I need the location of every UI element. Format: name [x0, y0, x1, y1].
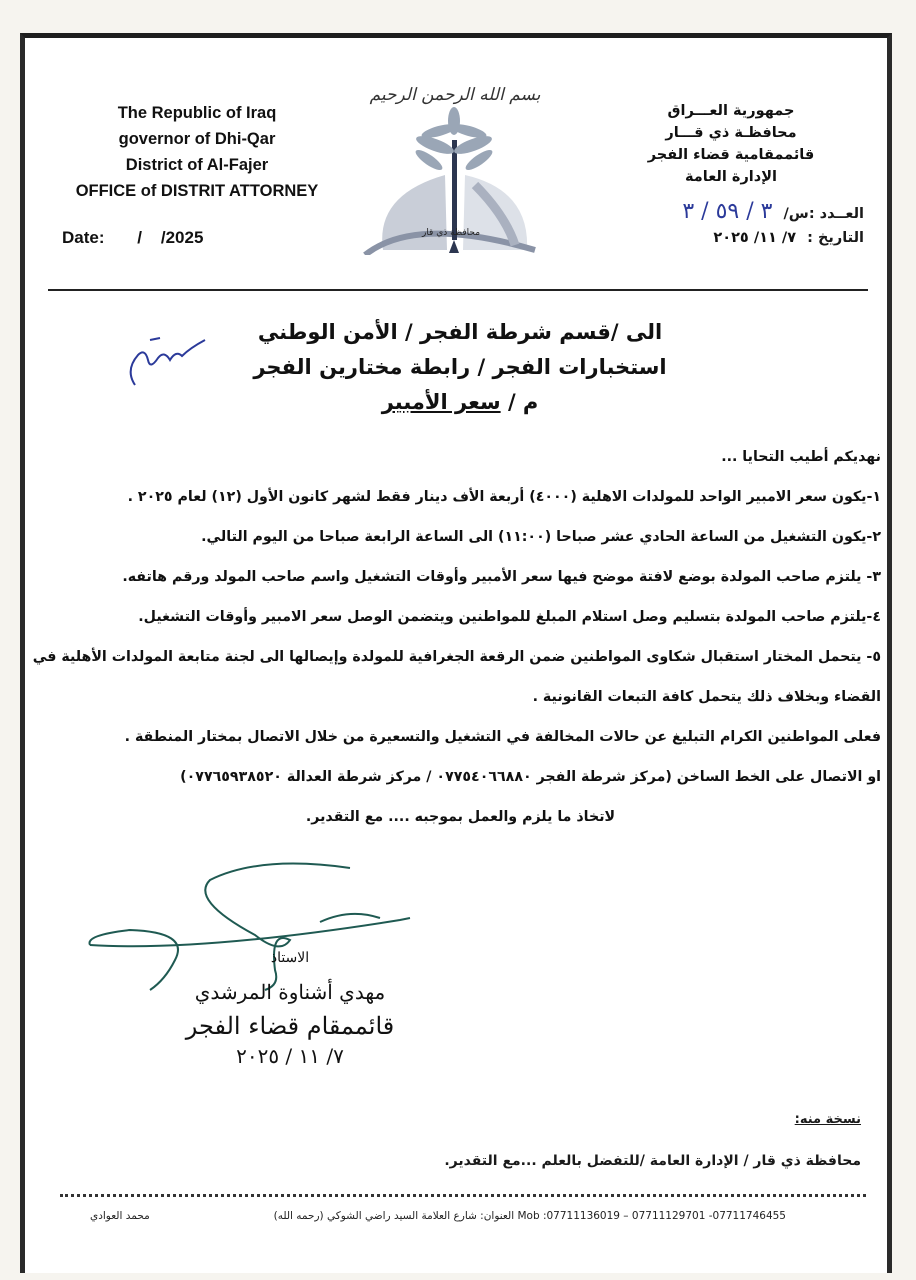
en-date-value: / /2025	[137, 228, 204, 247]
notice-2: او الاتصال على الخط الساخن (مركز شرطة الفجر ٠٧٧٥٤٠٦٦٨٨٠ / مركز شرطة العدالة ٠٧٧٦٥٩٣٨٥٢٠)	[180, 769, 881, 785]
reference-number	[682, 200, 864, 226]
dhi-qar-logo-icon	[355, 105, 555, 255]
handwritten-initials-icon	[120, 330, 210, 390]
signatory-position: قائممقام قضاء الفجر	[185, 1012, 395, 1040]
header-divider	[48, 289, 868, 291]
en-date-label: Date:	[62, 228, 105, 247]
reference-date	[682, 226, 864, 250]
recipients-line-2: استخبارات الفجر / رابطة مختارين الفجر	[253, 355, 667, 379]
arabic-letterhead	[596, 100, 866, 188]
letter-body	[32, 437, 881, 837]
recipients-block	[200, 315, 720, 420]
reference-block	[682, 200, 864, 250]
item-4: ٤-يلتزم صاحب المولدة بتسليم وصل استلام المبلغ للمواطنين ويتضمن الوصل سعر الامبير وأوقات التشغيل.	[138, 609, 881, 625]
ref-date-label: التاريخ :	[807, 230, 864, 246]
subject-line	[200, 385, 720, 420]
ar-line-governorate: محافظـة ذي قـــار	[665, 125, 797, 141]
notice-1: فعلى المواطنين الكرام التبليغ عن حالات المخالفة في التشغيل والتسعيرة من خلال الاتصال بمختار المنطقة .	[124, 729, 881, 745]
item-5: ٥- يتحمل المختار استقبال شكاوى المواطنين ضمن الرقعة الجغرافية للمولدة وإيصالها الى لجنة متابعة المولدات الأهلية في	[32, 649, 881, 665]
basmala: بسم الله الرحمن الرحيم	[369, 85, 541, 105]
english-date	[62, 228, 203, 248]
greeting: نهديكم أطيب التحايا ...	[721, 449, 881, 465]
en-line-district: District of Al-Fajer	[125, 156, 269, 174]
signatory-name: مهدي أشناوة المرشدي	[194, 980, 386, 1004]
closing: لاتخاذ ما يلزم والعمل بموجبه .... مع التقدير.	[305, 809, 616, 825]
english-letterhead	[62, 100, 332, 204]
subject-prefix: م /	[507, 390, 539, 414]
item-3: ٣- يلتزم صاحب المولدة بوضع لافتة موضح فيها سعر الأمبير وأوقات التشغيل واسم صاحب المولد ورقم هاتفه.	[122, 569, 881, 585]
ref-date-value: ٧/ ١١/ ٢٠٢٥	[713, 230, 797, 246]
recipients-line-1: الى /قسم شرطة الفجر / الأمن الوطني	[257, 320, 663, 344]
item-5-cont: القضاء وبخلاف ذلك يتحمل كافة التبعات القانونية .	[532, 689, 881, 705]
emblem-caption: محافظة ذي قار	[421, 228, 481, 238]
footer-name: محمد العوادي	[90, 1210, 150, 1222]
number-value: ٣ / ٥٩ / ٣	[682, 199, 773, 224]
signatory-title: الاستاذ	[270, 950, 310, 966]
item-1: ١-يكون سعر الامبير الواحد للمولدات الاهلية (٤٠٠٠) أربعة الأف دينار فقط لشهر كانون الأول (١٢) لعام ٢٠٢٥ .	[127, 489, 881, 505]
emblem	[355, 85, 555, 265]
ar-line-district: قائممقامية قضاء الفجر	[647, 147, 815, 163]
copy-to-text: محافظة ذي قار / الإدارة العامة /للتفضل بالعلم ...مع التقدير.	[444, 1153, 861, 1169]
number-label: العــدد :س/	[783, 206, 864, 222]
ar-line-republic: جمهورية العـــراق	[667, 103, 795, 119]
footer-divider	[60, 1194, 866, 1197]
footer-address: العنوان: شارع العلامة السيد راضي الشوكي (رحمه الله) Mob :07711136019 – 07711129701 -07711746455	[273, 1210, 786, 1222]
signature-block	[150, 950, 430, 1068]
subject: سعر الأمبير	[381, 390, 501, 414]
en-line-office: OFFICE of DISTRIT ATTORNEY	[75, 182, 319, 200]
en-line-republic: The Republic of Iraq	[117, 104, 277, 122]
copy-to-label: نسخة منه:	[794, 1112, 861, 1127]
signature-date: ٧/ ١١ / ٢٠٢٥	[236, 1044, 344, 1068]
item-2: ٢-يكون التشغيل من الساعة الحادي عشر صباحا (١١:٠٠) الى الساعة الرابعة صباحا من اليوم التالي.	[201, 529, 881, 545]
en-line-governor: governor of Dhi-Qar	[118, 130, 276, 148]
ar-line-admin: الإدارة العامة	[685, 169, 777, 185]
